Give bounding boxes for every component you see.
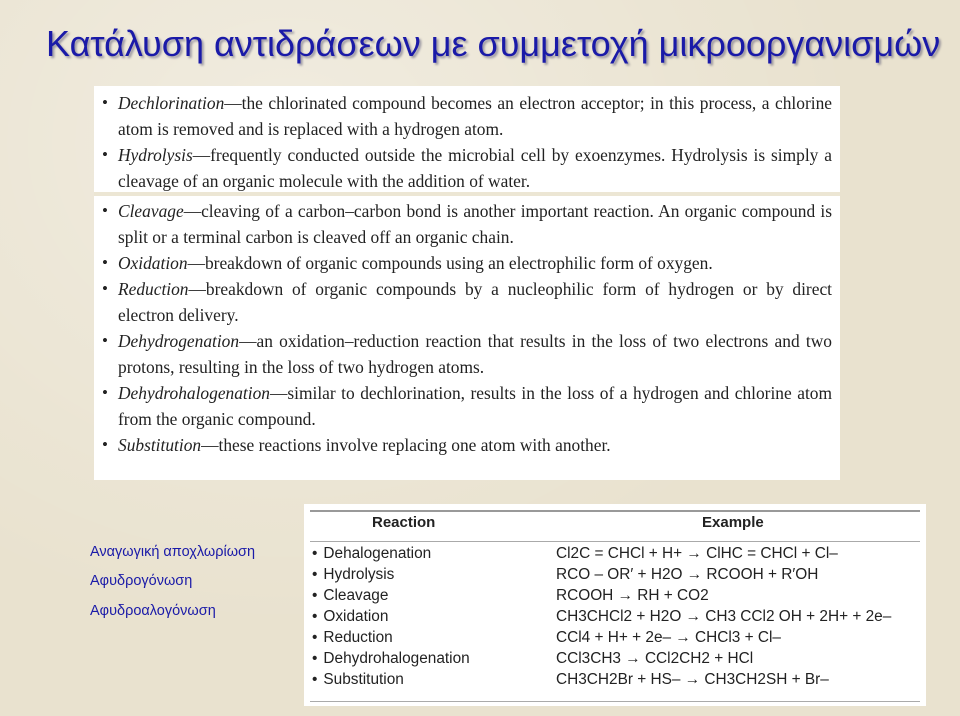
reaction-label: Cleavage <box>323 587 389 604</box>
definition-text: —breakdown of organic compounds using an electrophilic form of oxygen. <box>187 253 713 273</box>
bullet-icon: • <box>312 566 318 583</box>
reaction-example: CCl3CH3 → CCl2CH2 + HCl <box>556 650 754 667</box>
table-rule-top <box>310 510 920 512</box>
header-example: Example <box>702 514 764 531</box>
definition-term: Substitution <box>118 435 202 455</box>
definition-text: —breakdown of organic compounds by a nucleophilic form of hydrogen or by direct electron delivery. <box>118 279 832 325</box>
definition-item <box>100 328 832 380</box>
reaction-label: Hydrolysis <box>323 566 395 583</box>
definition-item <box>100 198 832 250</box>
bullet-icon: • <box>312 545 318 562</box>
bullet-icon: • <box>312 650 318 667</box>
table-row <box>304 629 926 650</box>
definitions-list <box>94 86 840 458</box>
reactions-table <box>304 504 926 706</box>
bullet-icon: • <box>102 383 108 402</box>
label-dehydrogenation: Αφυδρογόνωση <box>90 573 193 589</box>
bullet-icon: • <box>312 671 318 688</box>
definition-item <box>100 380 832 432</box>
table-row <box>304 608 926 629</box>
definition-item <box>100 276 832 328</box>
definition-term: Hydrolysis <box>118 145 193 165</box>
reaction-name <box>312 545 431 563</box>
table-row <box>304 545 926 566</box>
table-rule-bottom <box>310 701 920 702</box>
definition-text: —an oxidation–reduction reaction that results in the loss of two electrons and two protons, resulting in the loss of two hydrogen atoms. <box>118 331 832 377</box>
definition-term: Cleavage <box>118 201 184 221</box>
bullet-icon: • <box>102 253 108 272</box>
reaction-name <box>312 587 388 605</box>
bullet-icon: • <box>312 629 318 646</box>
definition-item <box>100 432 832 458</box>
reaction-example: Cl2C = CHCl + H+ → ClHC = CHCl + Cl– <box>556 545 838 562</box>
table-rule-mid <box>310 541 920 542</box>
reaction-label: Dehydrohalogenation <box>323 650 470 667</box>
definition-text: —cleaving of a carbon–carbon bond is another important reaction. An organic compound is split or a terminal carbon is cleaved off an organic chain. <box>118 201 832 247</box>
table-row <box>304 650 926 671</box>
definitions-panel <box>94 86 840 480</box>
reaction-example: CCl4 + H+ + 2e– → CHCl3 + Cl– <box>556 629 781 646</box>
definition-text: —similar to dechlorination, results in the loss of a hydrogen and chlorine atom from the organic compound. <box>118 383 832 429</box>
reaction-name <box>312 650 470 668</box>
reaction-example: CH3CHCl2 + H2O → CH3 CCl2 OH + 2H+ + 2e– <box>556 608 892 625</box>
label-reductive-dechlorination: Αναγωγική αποχλωρίωση <box>90 544 256 560</box>
reaction-name <box>312 629 393 647</box>
reaction-name <box>312 566 394 584</box>
definition-item <box>100 90 832 142</box>
definition-item <box>100 142 832 194</box>
label-dehydrohalogenation: Αφυδροαλογόνωση <box>90 603 216 619</box>
reaction-name <box>312 608 388 626</box>
definition-text: —these reactions involve replacing one atom with another. <box>201 435 611 455</box>
slide-title: Κατάλυση αντιδράσεων με συμμετοχή μικροοργανισμών <box>46 23 941 64</box>
bullet-icon: • <box>312 608 318 625</box>
reaction-example: RCOOH → RH + CO2 <box>556 587 709 604</box>
reaction-name <box>312 671 404 689</box>
table-row <box>304 566 926 587</box>
definition-text: —frequently conducted outside the microbial cell by exoenzymes. Hydrolysis is simply a cleavage of an organic molecule with the addition of water. <box>118 145 832 191</box>
table-row <box>304 671 926 692</box>
definition-term: Dehydrohalogenation <box>118 383 270 403</box>
reaction-label: Substitution <box>323 671 404 688</box>
bullet-icon: • <box>102 201 108 220</box>
definition-term: Oxidation <box>118 253 188 273</box>
bullet-icon: • <box>312 587 318 604</box>
header-reaction: Reaction <box>372 514 436 531</box>
definition-term: Dehydrogenation <box>118 331 240 351</box>
definition-term: Reduction <box>118 279 189 299</box>
definition-text: —the chlorinated compound becomes an electron acceptor; in this process, a chlorine atom is removed and is replaced with a hydrogen atom. <box>118 93 832 139</box>
reaction-label: Oxidation <box>323 608 389 625</box>
reaction-label: Dehalogenation <box>323 545 432 562</box>
reaction-label: Reduction <box>323 629 393 646</box>
table-row <box>304 587 926 608</box>
bullet-icon: • <box>102 279 108 298</box>
reaction-example: RCO – OR′ + H2O → RCOOH + R′OH <box>556 566 819 583</box>
definition-term: Dechlorination <box>118 93 225 113</box>
bullet-icon: • <box>102 435 108 454</box>
bullet-icon: • <box>102 331 108 350</box>
reaction-example: CH3CH2Br + HS– → CH3CH2SH + Br– <box>556 671 829 688</box>
bullet-icon: • <box>102 145 108 164</box>
bullet-icon: • <box>102 93 108 112</box>
definition-item <box>100 250 832 276</box>
